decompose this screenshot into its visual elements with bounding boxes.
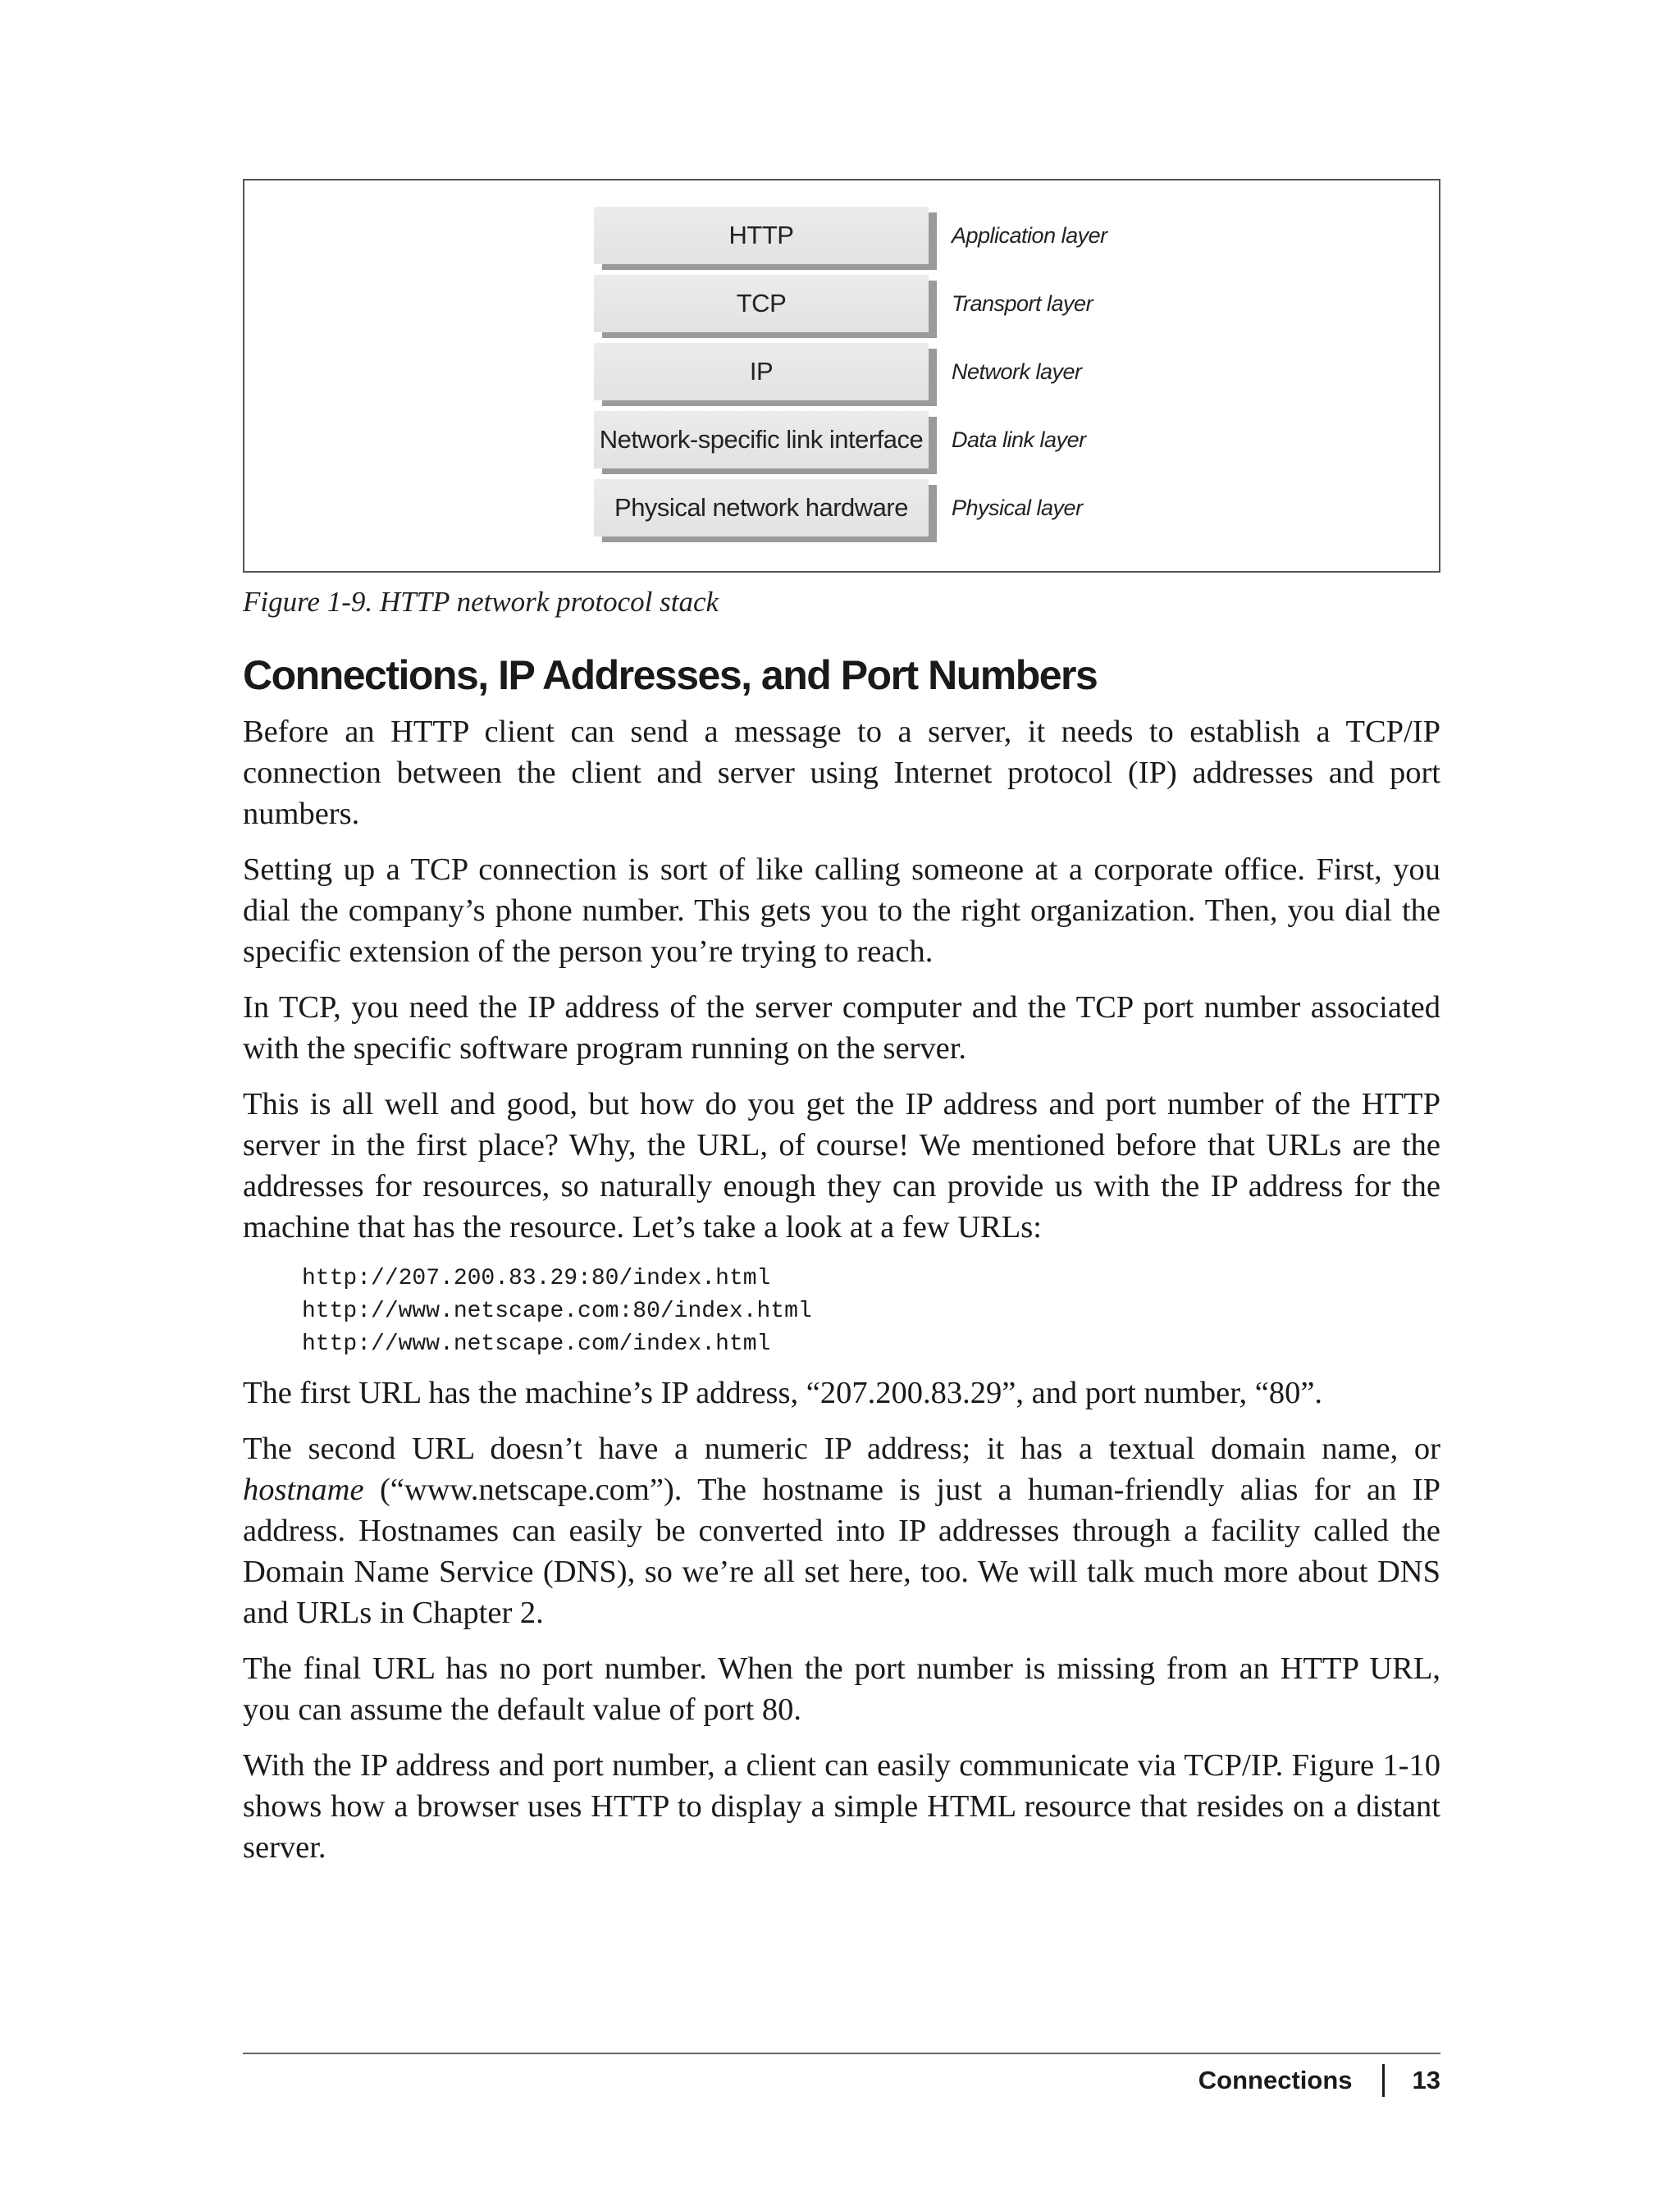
- footer-rule: [243, 2053, 1440, 2054]
- paragraph-7: The final URL has no port number. When the port number is missing from an HTTP URL, you can assume the default value of port 80.: [243, 1651, 1440, 1727]
- layer-label: Transport layer: [952, 290, 1093, 316]
- layer-label: Application layer: [952, 222, 1107, 248]
- page-number: 13: [1412, 2066, 1440, 2094]
- page-footer: [243, 2064, 1440, 2097]
- paragraph-5: The first URL has the machine’s IP address, “207.200.83.29”, and port number, “80”.: [243, 1375, 1323, 1410]
- layer-label: Data link layer: [952, 427, 1086, 452]
- paragraph-6-start: The second URL doesn’t have a numeric IP address; it has a textual domain name, or: [243, 1431, 1440, 1466]
- paragraph-8: With the IP address and port number, a client can easily communicate via TCP/IP. Figure 1-10 shows how a browser uses HTTP to display a simple HTML resource that resides on a distant server.: [243, 1747, 1440, 1865]
- code-line: http://207.200.83.29:80/index.html: [302, 1265, 771, 1291]
- paragraph-6: [243, 1428, 1440, 1633]
- paragraph-1: Before an HTTP client can send a message to a server, it needs to establish a TCP/IP connection between the client and server using Internet protocol (IP) addresses and port numbers.: [243, 714, 1440, 831]
- layer-label: Network layer: [952, 359, 1082, 384]
- paragraph-6-rest: (“www.netscape.com”). The hostname is just a human-friendly alias for an IP address. Hostnames can easily be converted into IP addresses through a facility called the Domain Name Service (DNS), so we’re all set here, too. We will talk much more about DNS and URLs in Chapter 2.: [243, 1472, 1440, 1630]
- figure-caption: Figure 1-9. HTTP network protocol stack: [243, 586, 719, 618]
- url-code-block: [302, 1263, 1440, 1361]
- footer-section-name: Connections: [1198, 2066, 1353, 2094]
- layer-box: HTTP: [594, 207, 929, 264]
- layer-box: IP: [594, 343, 929, 400]
- hostname-term: hostname: [243, 1472, 364, 1507]
- paragraph-4: This is all well and good, but how do you get the IP address and port number of the HTTP server in the first place? Why, the URL, of course! We mentioned before that URLs are the addresses for resources, so naturally enough they can provide us with the IP address for the machine that has the resource. Let’s take a look at a few URLs:: [243, 1086, 1440, 1245]
- section-heading: Connections, IP Addresses, and Port Numbers: [243, 652, 1098, 698]
- protocol-stack-figure: [243, 179, 1440, 573]
- layer-box: Network-specific link interface: [594, 411, 929, 468]
- paragraph-2: Setting up a TCP connection is sort of like calling someone at a corporate office. First, you dial the company’s phone number. This gets you to the right organization. Then, you dial the specific extension of the person you’re trying to reach.: [243, 852, 1440, 969]
- layer-box: Physical network hardware: [594, 479, 929, 537]
- code-line: http://www.netscape.com/index.html: [302, 1331, 771, 1357]
- footer-separator: [1382, 2064, 1385, 2097]
- paragraph-3: In TCP, you need the IP address of the server computer and the TCP port number associated with the specific software program running on the server.: [243, 989, 1440, 1066]
- layer-label: Physical layer: [952, 495, 1083, 520]
- page-content: [243, 179, 1440, 1883]
- code-line: http://www.netscape.com:80/index.html: [302, 1298, 812, 1324]
- layer-box: TCP: [594, 275, 929, 332]
